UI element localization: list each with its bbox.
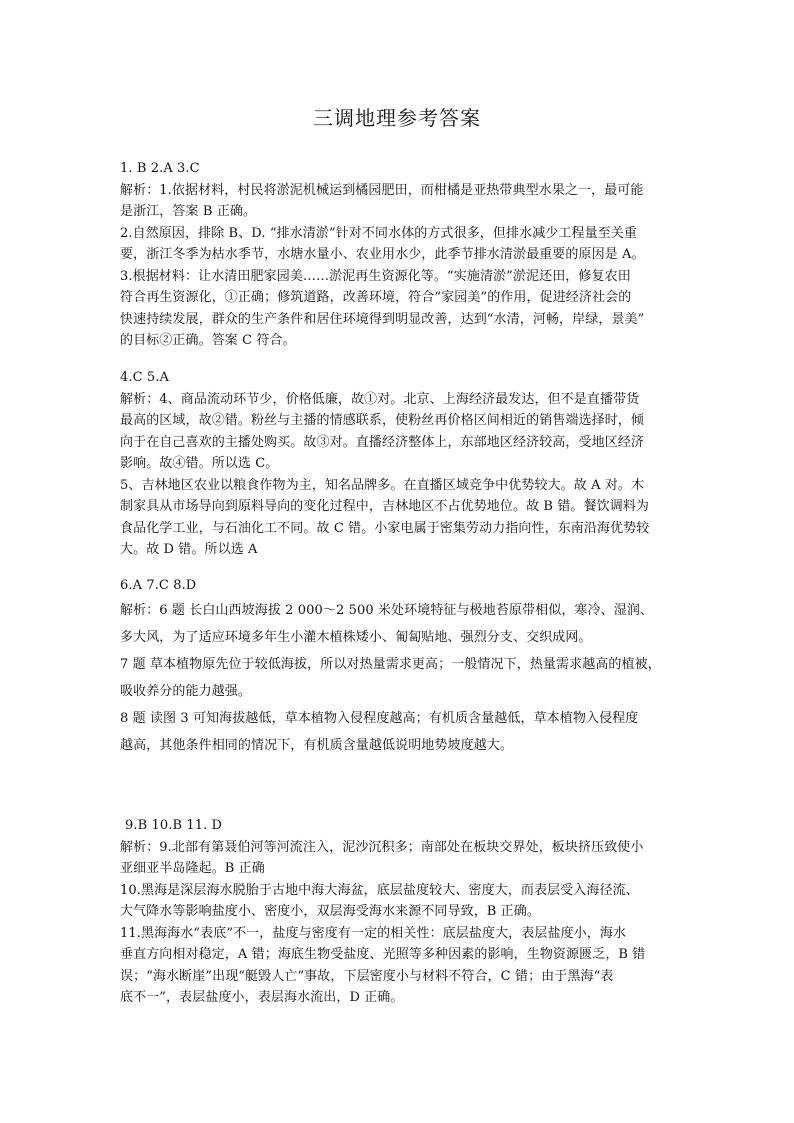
answer-line: 亚细亚半岛隆起。B 正确: [120, 861, 265, 876]
answer-line: 制家具从市场导向到原料导向的变化过程中，吉林地区不占优势地位。故 B 错。餐饮调料为: [120, 499, 650, 514]
document-title: 三调地理参考答案: [313, 106, 481, 130]
answer-line: 7 题 草本植物原先位于较低海拔，所以对热量需求更高；一般情况下，热量需求越高的植被，: [120, 656, 661, 672]
answer-line: 解析：9.北部有第聂伯河等河流注入，泥沙沉积多；南部处在板块交界处，板块挤压致使小: [120, 839, 644, 855]
answer-line: 食品化学工业，与石油化工不同。故 C 错。小家电属于密集劳动力指向性，东南沿海优势较: [120, 520, 650, 536]
answer-line: 8 题 读图 3 可知海拔越低，草本植物入侵程度越高；有机质含量越低，草本植物入侵程度: [120, 710, 639, 726]
answer-line: 向于在自己喜欢的主播处购买。故③对。直播经济整体上，东部地区经济较高，受地区经济: [120, 434, 645, 450]
answer-line: 影响。故④错。所以选 C。: [120, 456, 279, 471]
answer-line: 11.黑海海水“表底”不一，盐度与密度有一定的相关性：底层盐度大，表层盐度小，海水: [120, 925, 627, 941]
answer-line: 大气降水等影响盐度小、密度小，双层海受海水来源不同导致，B 正确。: [120, 904, 540, 919]
answer-line: 10.黑海是深层海水脱胎于古地中海大海盆，底层盐度较大、密度大，而表层受入海径流、: [120, 882, 639, 898]
answer-line: 5、吉林地区农业以粮食作物为主，知名品牌多。在直播区域竞争中优势较大。故 A 对。木: [120, 477, 645, 493]
answer-line: 垂直方向相对稳定，A 错；海底生物受盐度、光照等多种因素的影响，生物资源匮乏，B 错: [120, 947, 646, 962]
answer-line: 9.B 10.B 11. D: [125, 818, 223, 833]
answer-line: 的目标②正确。答案 C 符合。: [120, 333, 296, 348]
answer-section-4-5: [120, 367, 680, 561]
answer-line: 要，浙江冬季为枯水季节，水塘水量小、农业用水少，此季节排水清淤最重要的原因是 A。: [120, 247, 645, 262]
answer-line: 解析：4、商品流动环节少，价格低廉，故①对。北京、上海经济最发达，但不是直播带货: [120, 391, 640, 407]
answer-line: 最高的区域，故②错。粉丝与主播的情感联系，使粉丝再价格区间相近的销售端选择时，倾: [120, 413, 645, 428]
answer-line: 1. B 2.A 3.C: [120, 161, 200, 176]
answer-line: 越高，其他条件相同的情况下，有机质含量越低说明地势坡度越大。: [120, 737, 514, 753]
answer-line: 解析：6 题 长白山西坡海拔 2 000～2 500 米处环境特征与极地苔原带相似，寒冷、湿润、: [120, 602, 654, 618]
answer-line: 6.A 7.C 8.D: [120, 578, 197, 593]
answer-section-6-8: [120, 575, 680, 759]
answer-line: 快速持续发展，群众的生产条件和居住环境得到明显改善，达到“水清，河畅，岸绿，景美”: [120, 311, 645, 327]
answer-line: 2.自然原因，排除 B、D. “排水清淤”针对不同水体的方式很多，但排水减少工程量至关重: [120, 225, 638, 241]
answer-line: 3.根据材料：让水清田肥家园美……淤泥再生资源化等。“实施清淤”淤泥还田，修复农田: [120, 268, 631, 284]
answer-line: 误；“海水断崖”出现“艇毁人亡”事故，下层密度小与材料不符合，C 错；由于黑海“表: [120, 968, 614, 984]
answer-line: 大。故 D 错。所以选 A: [120, 542, 258, 557]
answer-line: 解析：1.依据材料，村民将淤泥机械运到橘园肥田，而柑橘是亚热带典型水果之一，最可能: [120, 182, 644, 198]
answer-line: 吸收养分的能力越强。: [120, 683, 252, 699]
answer-line: 多大风，为了适应环境多年生小灌木植株矮小、匍匐贴地、强烈分支、交织成网。: [120, 629, 592, 645]
answer-line: 底不一”，表层盐度小，表层海水流出，D 正确。: [120, 990, 404, 1005]
answer-line: 符合再生资源化，①正确；修筑道路，改善环境，符合“家园美”的作用，促进经济社会的: [120, 290, 632, 305]
answer-section-9-11: [120, 815, 680, 1009]
answer-line: 4.C 5.A: [120, 370, 169, 385]
answer-line: 是浙江，答案 B 正确。: [120, 204, 257, 219]
answer-section-1-3: [120, 158, 680, 352]
